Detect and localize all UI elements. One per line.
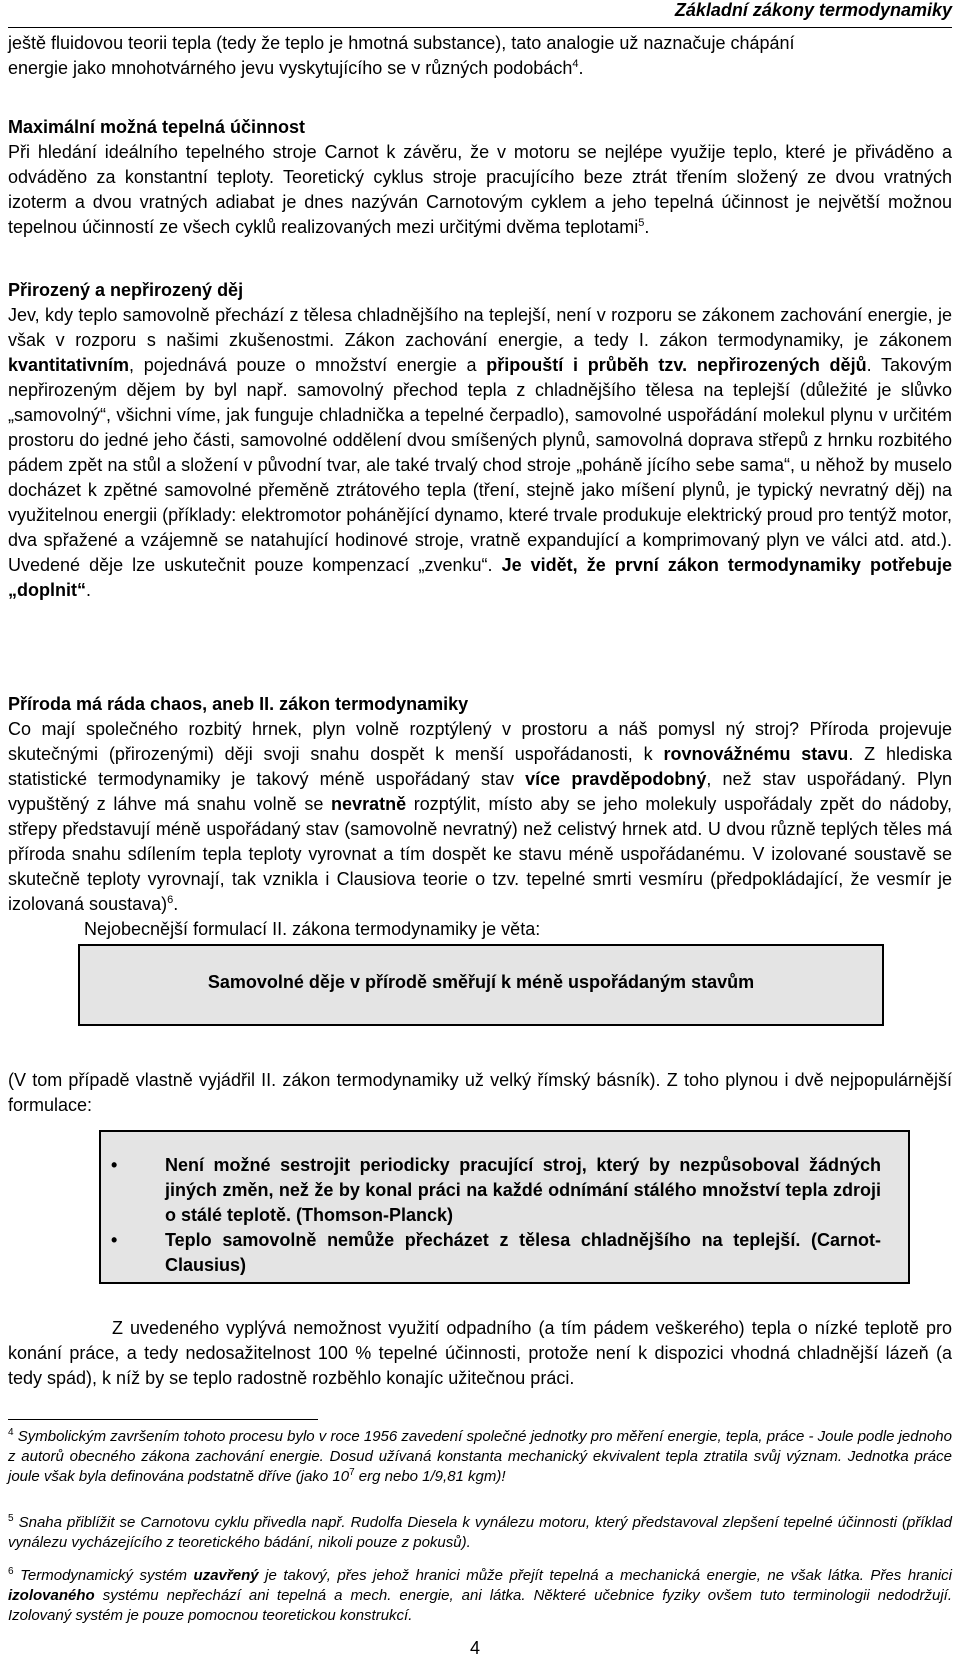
- bold-term: rovnovážnému stavu: [663, 744, 849, 764]
- running-header: [8, 0, 952, 28]
- highlight-box: [78, 944, 884, 1026]
- section-heading: Příroda má ráda chaos, aneb II. zákon termodynamiky: [8, 694, 469, 714]
- footnote-5: $^5$ Snaha přiblížit se Carnotovu cyklu přivedla např. Rudolfa Diesela k vynálezu motoru, který představoval zlepšení tepelné účinnosti (příklad vynálezu vycházejícího z teoretického bádání, nikoli pouze z pokusů).: [8, 1513, 952, 1551]
- list-item: • Není možné sestrojit periodicky pracující stroj, který by nezpůsoboval žádných jiných změn, než že by konal práci na každé odnímání stálého množství tepla zdroji o stálé teplotě. (Thomson-Planck): [111, 1155, 881, 1225]
- bold-term: nevratně: [331, 794, 407, 814]
- conclusion-paragraph: Z uvedeného vyplývá nemožnost využití odpadního (a tím pádem veškerého) tepla o nízké teplotě pro konání práce, a tedy nedosažitelnost 100 % tepelné účinnosti, protože není k dispozici vhodná chladnější lázeň (a tedy spád), k níž by se teplo radostně rozběhlo konajíc užitečnou práci.: [8, 1318, 952, 1388]
- footnote-4: $^4$ Symbolickým završením tohoto procesu bylo v roce 1956 zavedení společné jednotky pro měření energie, tepla, práce - Joule podle jednoho z autorů obecného zákona zachování energie. Dosud užívaná konstanta mechanický ekvivalent tepla ztratila svůj význam. Jednotka práce joule však byla definována podstatně dříve (jako $10^7$ erg nebo 1/9,81 kgm)!: [8, 1427, 952, 1485]
- section-natural-process: Přirozený a nepřirozený děj Jev, kdy teplo samovolně přechází z tělesa chladnějšího na teplejší, není v rozporu se zákonem zachování energie, je však v rozporu s našimi zkušenostmi. Zákon zachování energie, a tedy I. zákon termodynamiky, je zákonem kvantitativním, pojednává pouze o množství energie a připouští i průběh tzv. nepřirozených dějů. Takovým nepřirozeným dějem by byl např. samovolný přechod tepla z chladnějšího tělesa na teplejší (důležité je slůvko „samovolný“, všichni víme, jak funguje chladnička a tepelné čerpadlo), samovolné uspořádání molekul plynu v určitém prostoru do jedné jeho části, samovolné oddělení dvou smíšených plynů, samovolná doprava střepů z hrnku rozbitého pádem zpět na stůl a složení v původní tvar, ale také trvalý chod stroje „poháně jícího sebe sama“, u něhož by muselo docházet k zpětné samovolné přeměně ztrátového tepla (tření, stejně jako míšení plynů, je typický nevratný děj) na využitelnou energii (příklady: elektromotor pohánějící dynamo, které trvale produkuje elektrický proud pro tentýž motor, dva spřažené a vzájemně se natahující hodinové stroje, vratně expandující a komprimovaný plyn ve válci atd. atd.). Uvedené děje lze uskutečnit pouze kompenzací „zvenku“. Je vidět, že první zákon termodynamiky potřebuje „doplnit“.: [8, 280, 952, 600]
- footnote-number: 6: [8, 1566, 14, 1577]
- bold-term: připouští i průběh tzv. nepřirozených dějů: [486, 355, 867, 375]
- list-item: • Teplo samovolně nemůže přecházet z tělesa chladnějšího na teplejší. (Carnot-Clausius): [111, 1230, 881, 1275]
- section-second-law: Příroda má ráda chaos, aneb II. zákon termodynamiky Co mají společného rozbitý hrnek, plyn volně rozptýlený v prostoru a náš pomysl ný stroj? Příroda projevuje skutečnými (přirozenými) ději svoji snahu dospět k menší uspořádanosti, k rovnovážnému stavu. Z hlediska statistické termodynamiky je takový méně uspořádaný stav více pravděpodobný, než stav uspořádaný. Plyn vypuštěný z láhve má snahu volně se nevratně rozptýlit, místo aby se jeho molekuly uspořádaly zpět do nádoby, střepy představují méně uspořádaný stav (samovolně nevratný) než celistvý hrnek atd. U dvou různě teplých těles má příroda snahu sdílením tepla teploty vyrovnat a tím dospět ke stavu méně uspořádanému. V izolované soustavě se skutečně teploty vyrovnají, tak vznikla i Clausiova teorie o tzv. tepelné smrti vesmíru (předpokládající, že vesmír je izolovaná soustava)$^6$. Nejobecnější formulací II. zákona termodynamiky je věta:: [8, 692, 952, 942]
- formulations-box: [99, 1130, 910, 1284]
- section-heading: Přirozený a nepřirozený děj: [8, 280, 244, 300]
- footnote-number: 4: [8, 1427, 14, 1438]
- header-title: Základní zákony termodynamiky: [674, 0, 952, 20]
- bold-term: více pravděpodobný: [525, 769, 707, 789]
- bullet-icon: •: [111, 1155, 118, 1175]
- highlight-statement: Samovolné děje v přírodě směřují k méně uspořádaným stavům: [207, 972, 755, 992]
- footnote-ref: 6: [167, 894, 174, 906]
- footnote-ref: 5: [638, 217, 645, 229]
- bullet-icon: •: [111, 1230, 118, 1250]
- footnote-number: 5: [8, 1513, 14, 1524]
- footnote-6: $^6$ Termodynamický systém uzavřený je takový, přes jehož hranici může přejít tepelná a mechanická energie, ne však látka. Přes hranici izolovaného systému nepřechází ani tepelná a mech. energie, ani látka. Některé učebnice fyziky ovšem tuto terminologii nedodržují. Izolovaný systém je pouze pomocnou teoretickou konstrukcí.: [8, 1566, 953, 1624]
- footnote-ref: 4: [572, 58, 579, 70]
- footnote-separator: [8, 1419, 318, 1420]
- page-number: 4: [470, 1638, 481, 1658]
- after-box-paragraph: (V tom případě vlastně vyjádřil II. zákon termodynamiky už velký římský básník). Z toho plynou i dvě nejpopulárnější formulace:: [8, 1070, 952, 1115]
- bold-term: Je vidět, že první zákon termodynamiky potřebuje „doplnit“: [8, 555, 952, 600]
- section-heading: Maximální možná tepelná účinnost: [8, 117, 306, 137]
- section-max-efficiency: Maximální možná tepelná účinnost Při hledání ideálního tepelného stroje Carnot k závěru, že v motoru se nejlépe využije teplo, které je přiváděno a odváděno za konstantní teploty. Teoretický cyklus stroje pracujícího beze ztrát třením složený ze dvou vratných izoterm a dvou vratných adiabat je dnes nazýván Carnotovým cyklem a jeho tepelná účinnost je největší možnou tepelnou účinností ze všech cyklů realizovaných mezi určitými dvěma teplotami$^5$.: [8, 117, 952, 237]
- section-body: Při hledání ideálního tepelného stroje Carnot k závěru, že v motoru se nejlépe využije teplo, které je přiváděno a odváděno za konstantní teploty. Teoretický cyklus stroje pracujícího beze ztrát třením složený ze dvou vratných izoterm a dvou vratných adiabat je dnes nazýván Carnotovým cyklem a jeho tepelná účinnost je největší možnou tepelnou účinností ze všech cyklů realizovaných mezi určitými dvěma teplotami: [8, 142, 952, 237]
- bold-term: kvantitativním: [8, 355, 130, 375]
- intro-paragraph: ještě fluidovou teorii tepla (tedy že teplo je hmotná substance), tato analogie už naznačuje chápání energie jako mnohotvárného jevu vyskytujícího se v různých podobách$^4$.: [8, 33, 795, 78]
- indented-line: Nejobecnější formulací II. zákona termodynamiky je věta:: [84, 919, 541, 939]
